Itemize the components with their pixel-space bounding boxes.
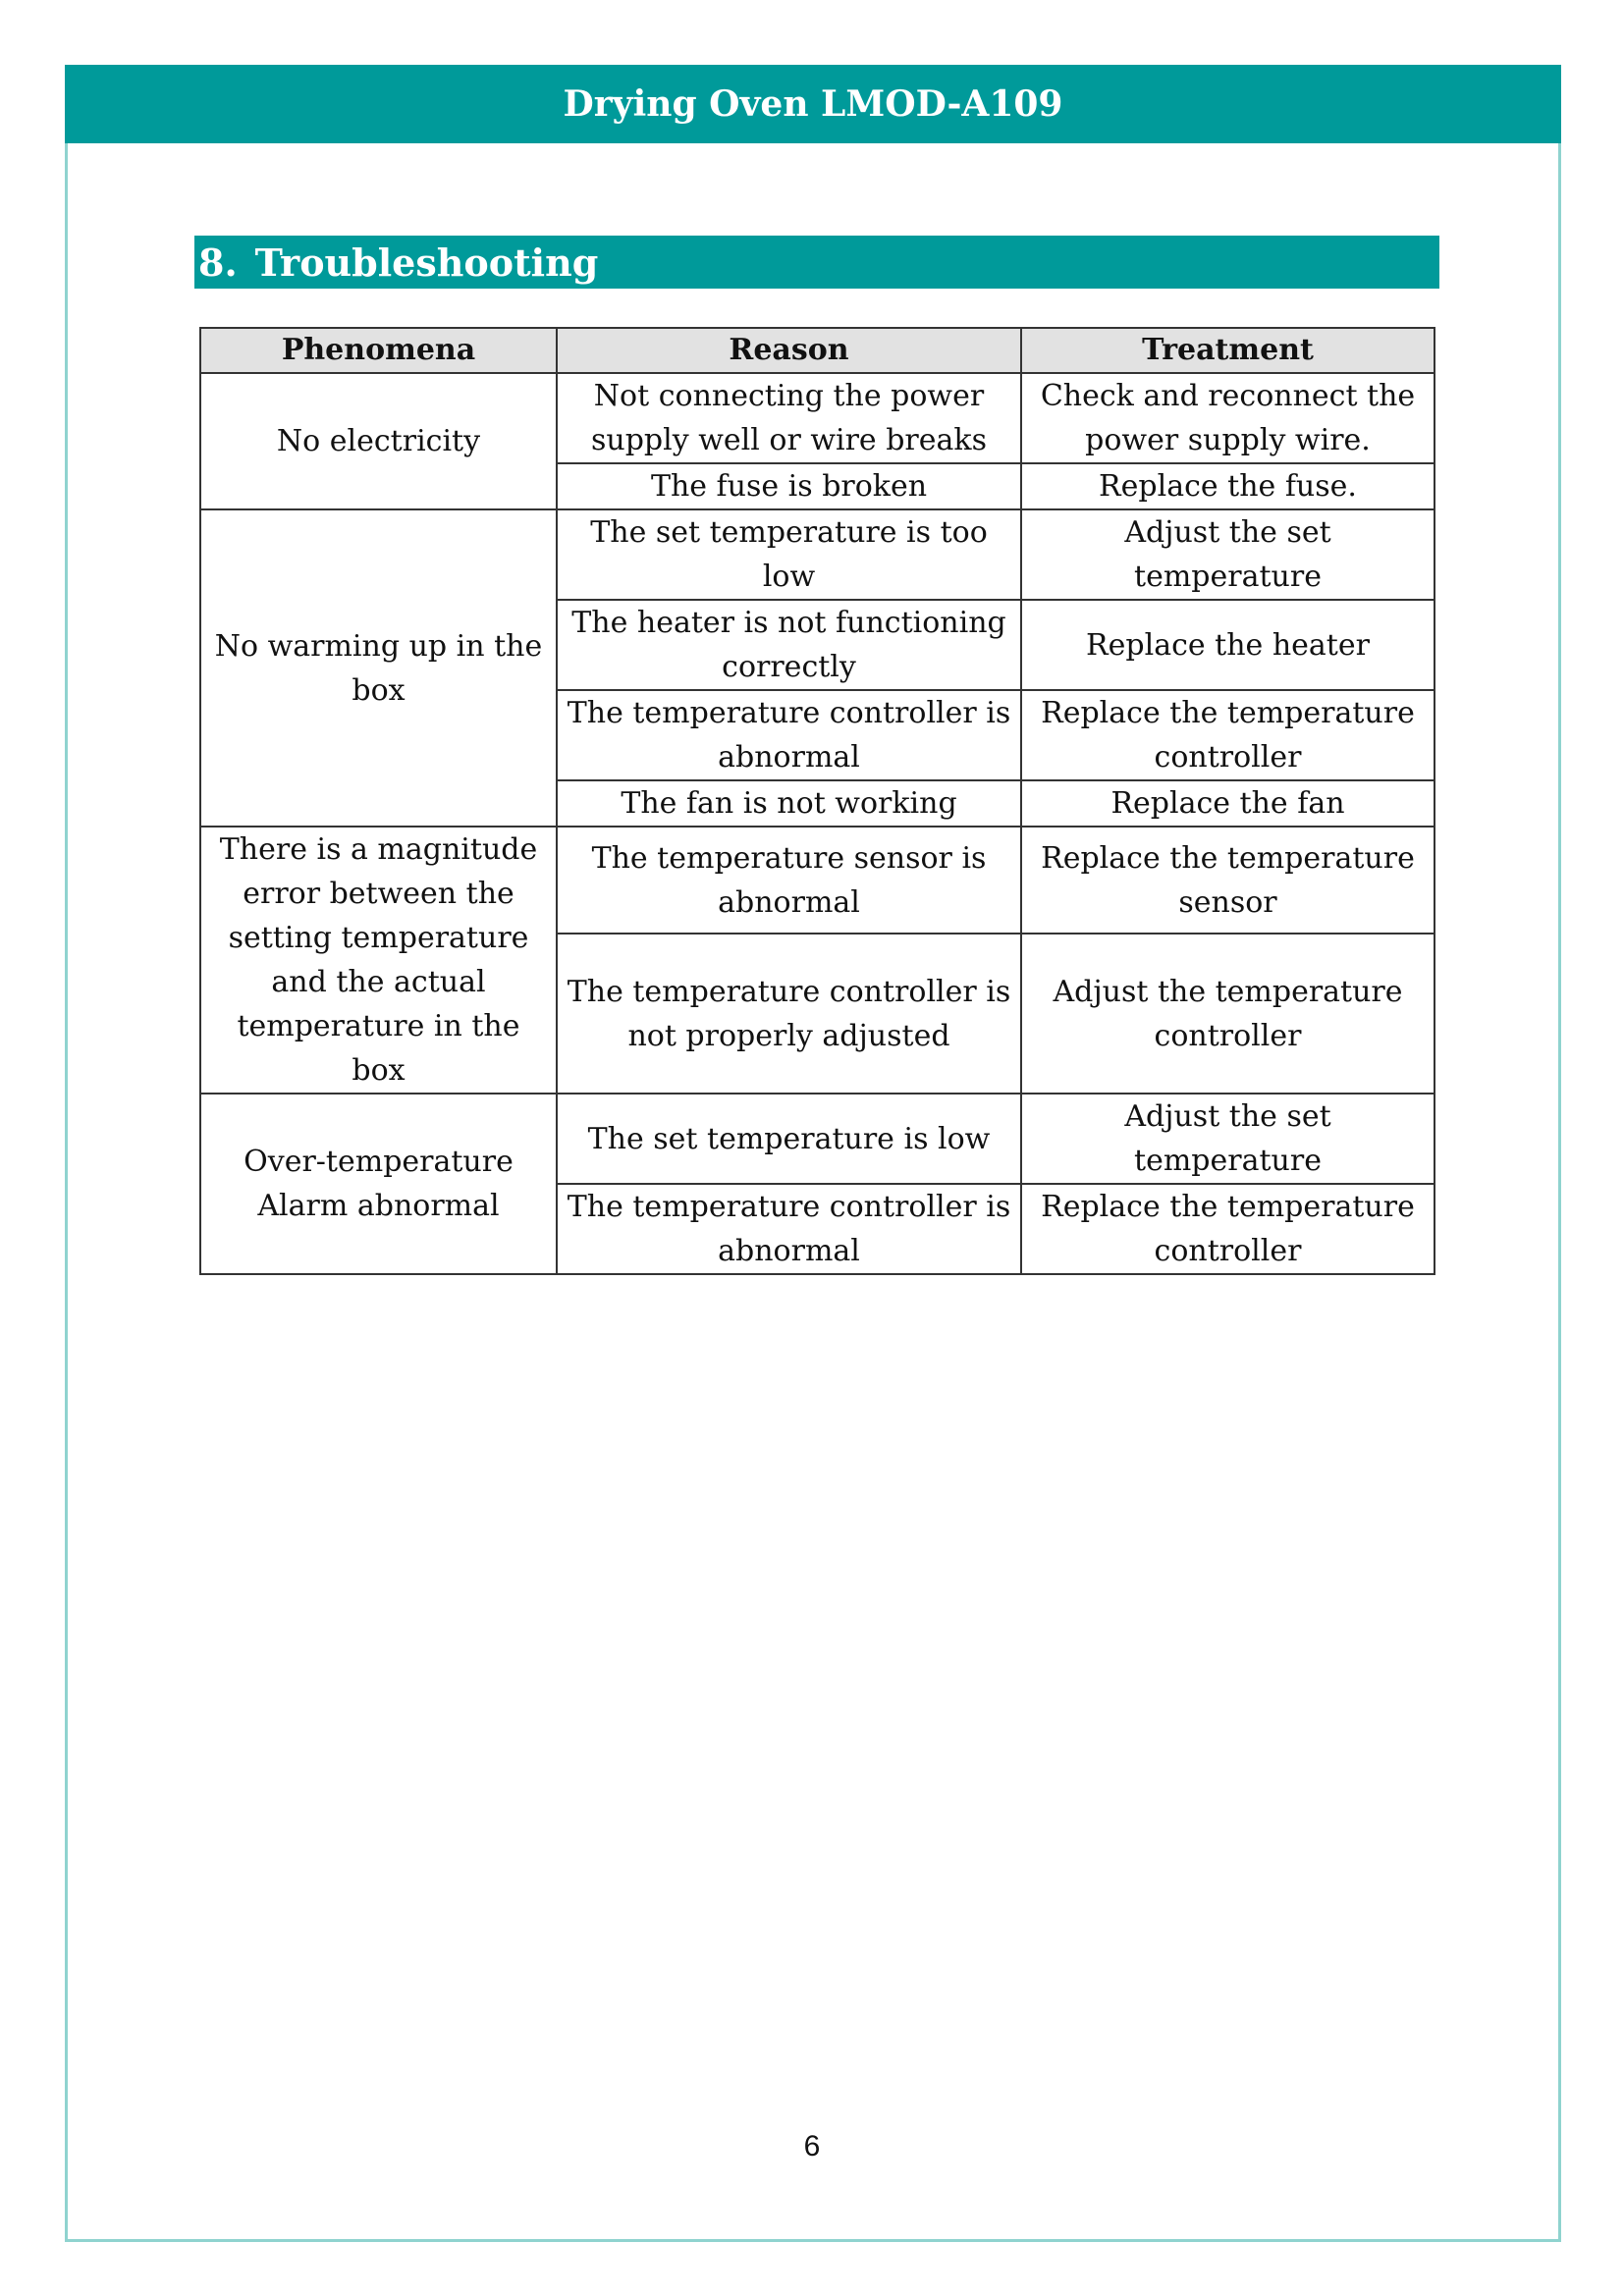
reason-cell: The temperature controller is abnormal [557,690,1021,780]
treatment-cell: Adjust the set temperature [1021,509,1435,600]
phenomenon-cell: There is a magnitude error between the setting temperature and the actual temperature in the box [200,827,557,1094]
treatment-cell: Adjust the temperature controller [1021,934,1435,1094]
table-row [200,827,1435,934]
phenomenon-cell: No electricity [200,373,557,509]
reason-cell: The set temperature is low [557,1094,1021,1184]
treatment-cell: Adjust the set temperature [1021,1094,1435,1184]
reason-cell: The temperature sensor is abnormal [557,827,1021,934]
treatment-cell: Replace the fan [1021,780,1435,827]
section-heading [194,236,1439,289]
document-title: Drying Oven LMOD-A109 [563,83,1063,125]
header-phenomena: Phenomena [200,328,557,373]
document-header [65,65,1561,143]
treatment-cell: Replace the temperature sensor [1021,827,1435,934]
reason-cell: The temperature controller is abnormal [557,1184,1021,1274]
reason-cell: The temperature controller is not properly adjusted [557,934,1021,1094]
treatment-cell: Replace the heater [1021,600,1435,690]
phenomenon-cell: No warming up in the box [200,509,557,827]
treatment-cell: Check and reconnect the power supply wire. [1021,373,1435,463]
section-title: Troubleshooting [254,240,599,285]
treatment-cell: Replace the temperature controller [1021,1184,1435,1274]
treatment-cell: Replace the temperature controller [1021,690,1435,780]
header-treatment: Treatment [1021,328,1435,373]
section-number: 8. [198,240,238,285]
table-row [200,1094,1435,1184]
treatment-cell: Replace the fuse. [1021,463,1435,509]
header-reason: Reason [557,328,1021,373]
reason-cell: The heater is not functioning correctly [557,600,1021,690]
page-number: 6 [803,2130,821,2163]
phenomenon-cell: Over-temperature Alarm abnormal [200,1094,557,1274]
troubleshooting-table [199,327,1435,1275]
reason-cell: The fuse is broken [557,463,1021,509]
reason-cell: The set temperature is too low [557,509,1021,600]
table-row [200,509,1435,600]
reason-cell: The fan is not working [557,780,1021,827]
table-header-row [200,328,1435,373]
table-row [200,373,1435,463]
reason-cell: Not connecting the power supply well or wire breaks [557,373,1021,463]
